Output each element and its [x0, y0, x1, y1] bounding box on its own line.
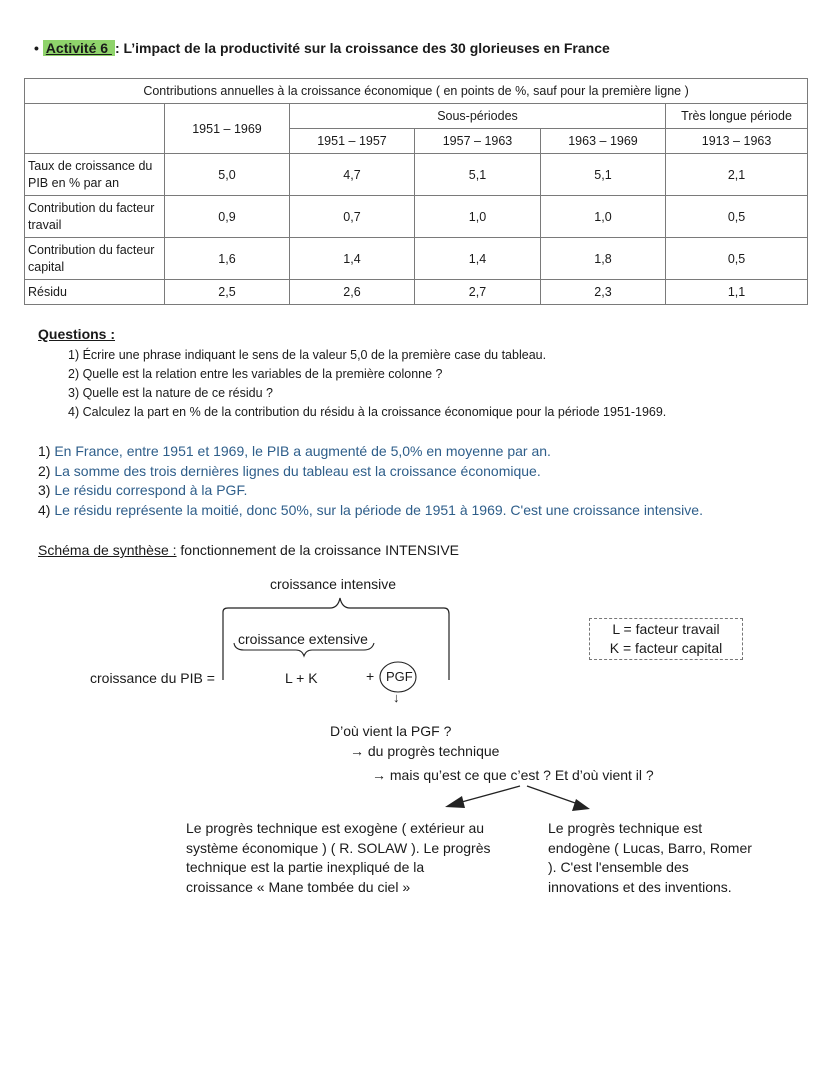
question-item: 4) Calculez la part en % de la contribution du résidu à la croissance économique pour la période 1951-1969. [68, 405, 667, 419]
row-label: Contribution du facteur capital [25, 238, 165, 280]
group-header-long-period: Très longue période [666, 104, 808, 129]
cell: 5,1 [415, 154, 541, 196]
row-label: Résidu [25, 280, 165, 305]
plus-sign: + [366, 668, 375, 684]
cell: 2,6 [290, 280, 415, 305]
row-label: Taux de croissance du PIB en % par an [25, 154, 165, 196]
cell: 1,0 [541, 196, 666, 238]
col-header-sub-3: 1963 – 1969 [541, 129, 666, 154]
cell: 5,1 [541, 154, 666, 196]
lk-label: L + K [285, 670, 318, 686]
schema-title-underlined: Schéma de synthèse : [38, 542, 177, 558]
col-header-1951-1969: 1951 – 1969 [165, 104, 290, 154]
cell: 0,5 [666, 238, 808, 280]
row-label: Contribution du facteur travail [25, 196, 165, 238]
cell: 1,0 [415, 196, 541, 238]
title-bullet: • [34, 40, 39, 56]
answer-number: 3) [38, 482, 51, 498]
arrow-left-line [458, 786, 520, 803]
cell: 1,4 [290, 238, 415, 280]
title-text: : L’impact de la productivité sur la croissance des 30 glorieuses en France [114, 40, 610, 56]
cell: 2,3 [541, 280, 666, 305]
legend-k: K = facteur capital [609, 640, 723, 656]
arrow-right-line [527, 786, 578, 804]
cell: 5,0 [165, 154, 290, 196]
cell: 1,1 [666, 280, 808, 305]
group-header-subperiods: Sous-périodes [290, 104, 666, 129]
table-caption: Contributions annuelles à la croissance économique ( en points de %, sauf pour la première ligne ) [25, 79, 808, 104]
cell: 2,5 [165, 280, 290, 305]
cell: 1,8 [541, 238, 666, 280]
legend-l: L = facteur travail [612, 621, 720, 637]
cell: 0,5 [666, 196, 808, 238]
cell: 4,7 [290, 154, 415, 196]
arrow-left-head [445, 796, 465, 808]
down-arrow-icon: ↓ [393, 690, 400, 705]
activity-badge: Activité 6 [43, 40, 115, 56]
intensive-label: croissance intensive [270, 576, 397, 592]
question-pgf: D’où vient la PGF ? [330, 723, 452, 739]
arrow-right-head [572, 799, 590, 811]
pib-label: croissance du PIB = [90, 670, 215, 686]
answer-text: Le résidu correspond à la PGF. [54, 482, 248, 498]
cell: 2,7 [415, 280, 541, 305]
cell: 1,6 [165, 238, 290, 280]
answer-text: Le résidu représente la moitié, donc 50%, sur la période de 1951 à 1969. C'est une croissance intensive. [54, 501, 703, 518]
cell: 1,4 [415, 238, 541, 280]
col-header-sub-2: 1957 – 1963 [415, 129, 541, 154]
cell: 0,7 [290, 196, 415, 238]
answer-number: 1) [38, 443, 51, 459]
answer-number: 2) [38, 462, 51, 479]
question-origin: → mais qu’est ce que c’est ? Et d’où vient il ? [372, 767, 654, 783]
answer-text: En France, entre 1951 et 1969, le PIB a augmenté de 5,0% en moyenne par an. [54, 443, 551, 459]
question-item: 1) Écrire une phrase indiquant le sens de la valeur 5,0 de la première case du tableau. [68, 348, 547, 362]
endogenous-text: Le progrès technique est endogène ( Lucas, Barro, Romer ). C'est l'ensemble des innovations et des inventions. [548, 820, 752, 895]
question-item: 3) Quelle est la nature de ce résidu ? [68, 386, 273, 400]
answer-progress: → du progrès technique [350, 743, 500, 759]
question-item: 2) Quelle est la relation entre les variables de la première colonne ? [68, 367, 443, 381]
cell: 0,9 [165, 196, 290, 238]
pgf-label: PGF [386, 669, 413, 684]
cell: 2,1 [666, 154, 808, 196]
col-header-long: 1913 – 1963 [666, 129, 808, 154]
extensive-label: croissance extensive [238, 631, 368, 647]
legend-box [589, 618, 743, 660]
schema-title-rest: fonctionnement de la croissance INTENSIVE [176, 542, 459, 558]
exogenous-text: Le progrès technique est exogène ( extérieur au système économique ) ( R. SOLAW ). Le progrès technique est la partie inexpliqué de la croissance « Mane tombée du ciel » [186, 820, 491, 895]
col-header-sub-1: 1951 – 1957 [290, 129, 415, 154]
answer-text: La somme des trois dernières lignes du tableau est la croissance économique. [54, 462, 541, 479]
answer-number: 4) [38, 501, 51, 518]
questions-heading: Questions : [38, 326, 116, 342]
